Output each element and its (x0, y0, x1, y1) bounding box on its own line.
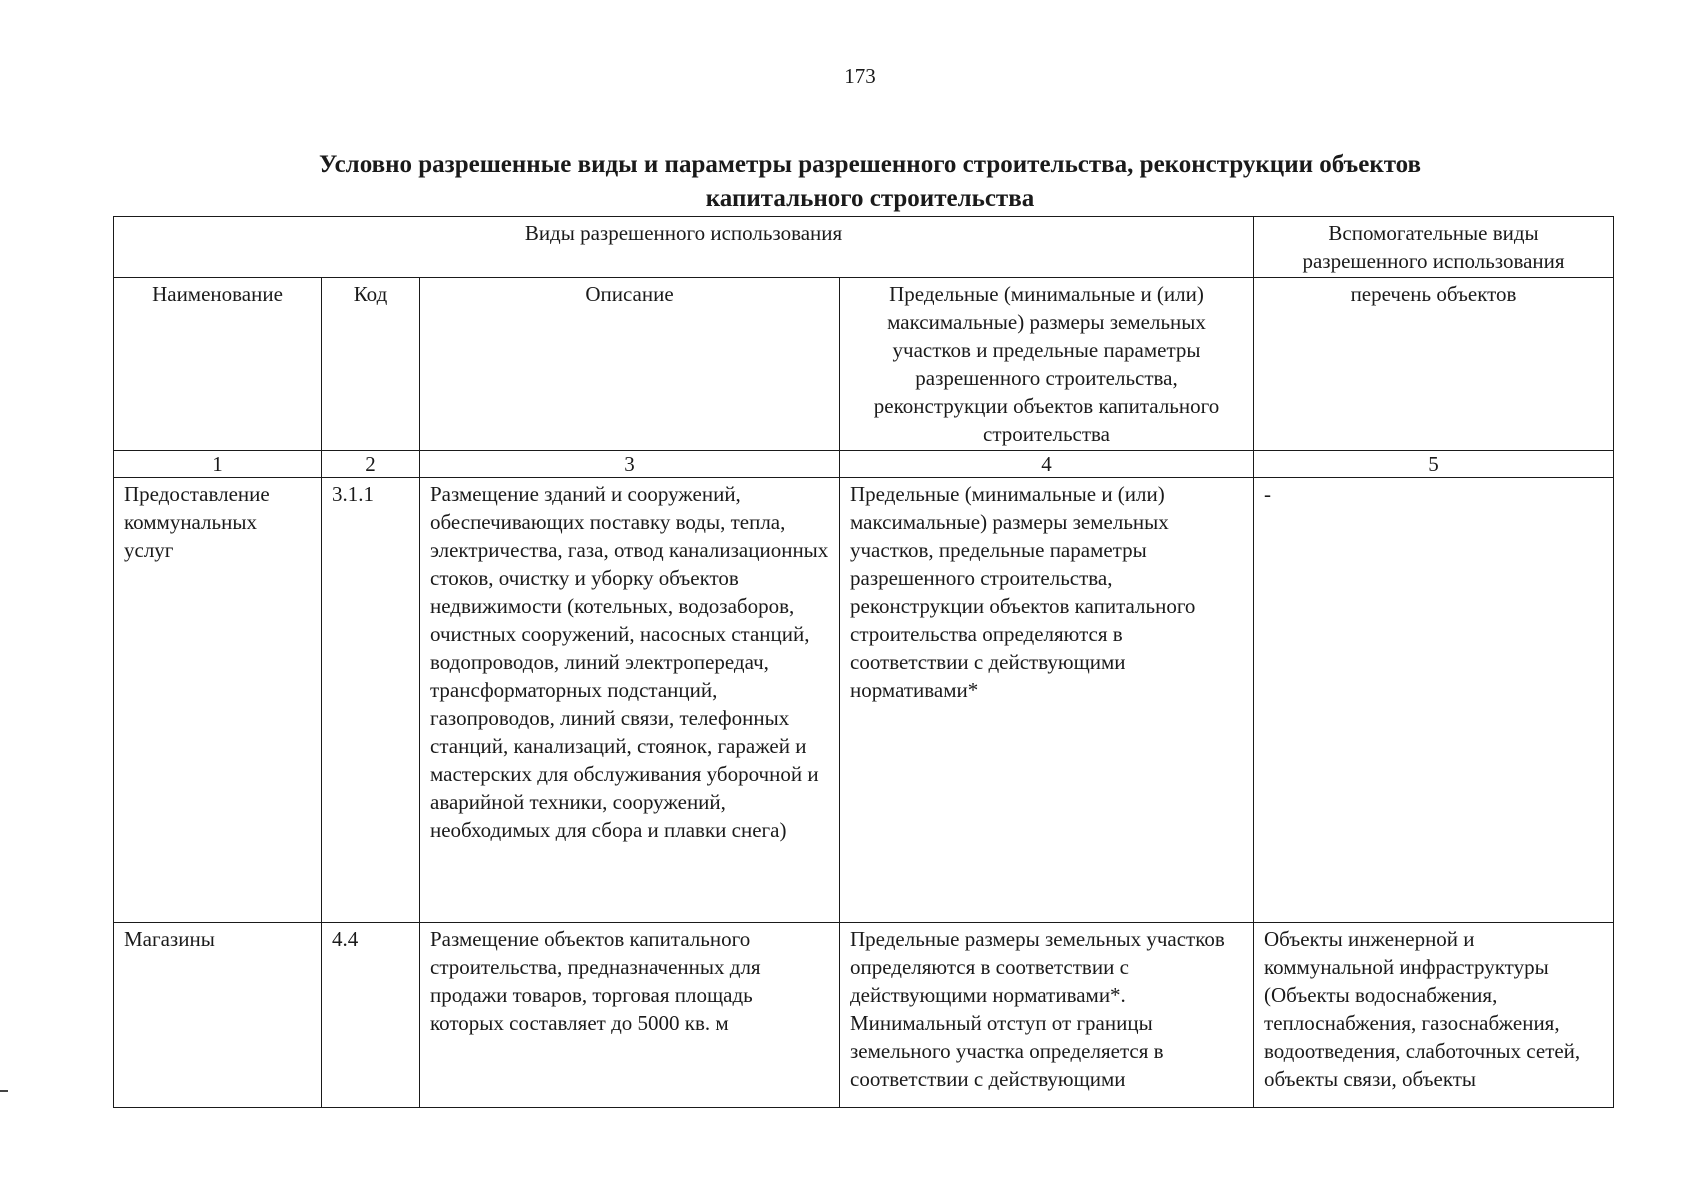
row-limits-cell (840, 923, 1254, 1108)
group-header-row (114, 217, 1614, 278)
margin-mark (0, 1090, 8, 1092)
column-header-row (114, 278, 1614, 451)
group-header-permitted-uses: Виды разрешенного использования (114, 217, 1254, 278)
row-description-cell (420, 478, 840, 923)
row-description: Размещение зданий и сооружений, обеспечивающих поставку воды, тепла, электричества, газа, отвод канализационных стоков, очистку и уборку объектов недвижимости (котельных, водозаборов, очистных сооружений, насосных станций, водопроводов, линий электропередач, трансформаторных подстанций, газопроводов, линий связи, телефонных станций, канализаций, стоянок, гаражей и мастерских для обслуживания уборочной и аварийной техники, сооружений, необходимых для сбора и плавки снега) (430, 482, 829, 842)
column-number-4: 4 (840, 451, 1254, 478)
document-title (110, 148, 1630, 216)
permitted-uses-table (113, 216, 1614, 1108)
row-name-cell (114, 923, 322, 1108)
row-code: 3.1.1 (332, 482, 374, 506)
table-row (114, 478, 1614, 923)
column-header-code: Код (322, 278, 420, 451)
group-header-auxiliary-uses: Вспомогательные виды разрешенного использования (1254, 217, 1614, 278)
row-auxiliary: - (1264, 482, 1272, 506)
document-title-line-1: Условно разрешенные виды и параметры разрешенного строительства, реконструкции объектов (318, 151, 1422, 178)
row-code: 4.4 (332, 927, 359, 951)
table-row (114, 923, 1614, 1108)
column-number-3: 3 (420, 451, 840, 478)
column-number-row (114, 451, 1614, 478)
column-header-name: Наименование (114, 278, 322, 451)
row-limits: Предельные размеры земельных участков определяются в соответствии с действующими нормативами*. Минимальный отступ от границы земельного участка определяется в соответствии с действующими (850, 927, 1225, 1091)
row-limits-cell (840, 478, 1254, 923)
column-header-limits: Предельные (минимальные и (или) максимальные) размеры земельных участков и предельные параметры разрешенного строительства, реконструкции объектов капитального строительства (840, 278, 1254, 451)
row-auxiliary: Объекты инженерной и коммунальной инфраструктуры (Объекты водоснабжения, теплоснабжения, газоснабжения, водоотведения, слаботочных сетей, объекты связи, объекты (1264, 927, 1581, 1091)
document-title-line-2: капитального строительства (705, 185, 1035, 212)
row-name: Предоставление коммунальных услуг (124, 482, 270, 562)
row-name: Магазины (124, 927, 215, 951)
row-code-cell (322, 478, 420, 923)
column-header-objects-list: перечень объектов (1254, 278, 1614, 451)
row-auxiliary-cell (1254, 923, 1614, 1108)
column-header-description: Описание (420, 278, 840, 451)
column-number-5: 5 (1254, 451, 1614, 478)
column-number-1: 1 (114, 451, 322, 478)
row-limits: Предельные (минимальные и (или) максимальные) размеры земельных участков, предельные параметры разрешенного строительства, реконструкции объектов капитального строительства определяются в соответствии с действующими нормативами* (850, 482, 1196, 702)
row-description-cell (420, 923, 840, 1108)
row-auxiliary-cell (1254, 478, 1614, 923)
page-number: 173 (844, 64, 876, 88)
row-description: Размещение объектов капитального строительства, предназначенных для продажи товаров, торговая площадь которых составляет до 5000 кв. м (430, 927, 761, 1035)
row-name-cell (114, 478, 322, 923)
row-code-cell (322, 923, 420, 1108)
column-number-2: 2 (322, 451, 420, 478)
